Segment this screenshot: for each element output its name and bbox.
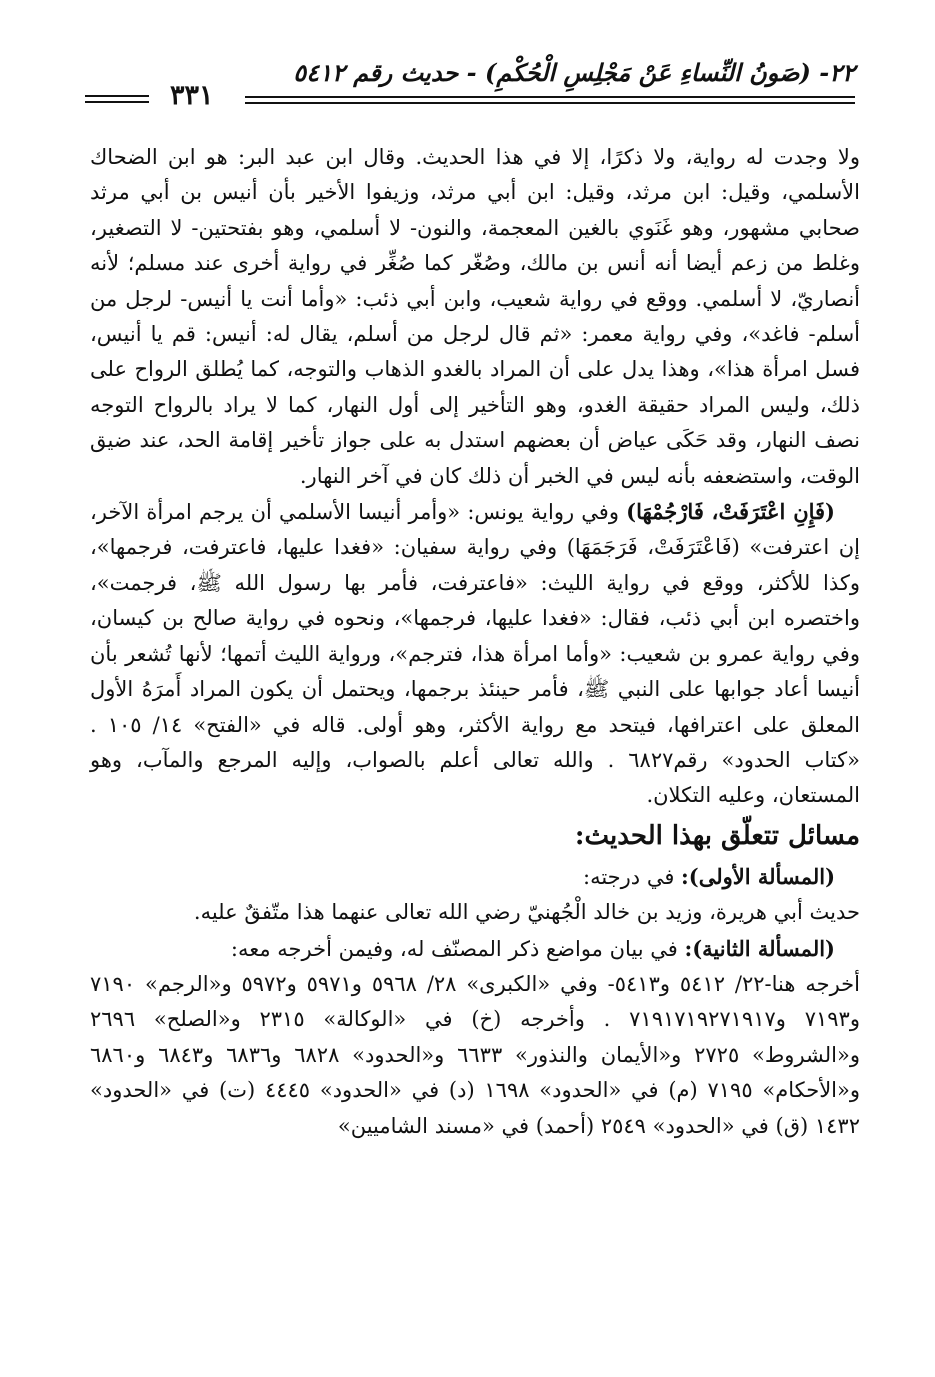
issue-1-body: حديث أبي هريرة، وزيد بن خالد الْجُهنيّ رضي الله تعالى عنهما هذا متّفقٌ عليه. xyxy=(193,900,860,925)
paragraph-2 xyxy=(90,494,860,814)
issue-2-text: في بيان مواضع ذكر المصنّف له، وفيمن أخرجه معه: xyxy=(230,936,685,961)
issue-1-label: (المسألة الأولى): xyxy=(681,863,835,889)
running-title: ٢٢- (صَونُ النِّساءِ عَنْ مَجْلِسِ الْحُكْمِ) - حديث رقم ٥٤١٢ xyxy=(293,58,855,87)
header-rule xyxy=(245,96,855,98)
issue-1 xyxy=(90,859,860,895)
page-body xyxy=(90,140,860,1340)
page-header xyxy=(85,58,855,118)
issue-2 xyxy=(90,931,860,967)
quoted-phrase: (فَإِنِ اعْتَرَفَتْ، فَارْجُمْهَا) xyxy=(626,499,835,525)
section-heading: مسائل تتعلّق بهذا الحديث: xyxy=(574,820,860,851)
page-number: ٣٣١ xyxy=(170,80,214,111)
issue-2-label: (المسألة الثانية): xyxy=(684,935,835,961)
header-rule-left xyxy=(85,95,149,97)
paragraph-1: ولا وجدت له رواية، ولا ذكرًا، إلا في هذا الحديث. وقال ابن عبد البر: هو ابن الضحاك الأسلمي، وقيل: ابن مرثد، وقيل: ابن أبي مرثد، وزيفوا الأخير بأن أنيس بن أبي مرثد صحابي مشهور، وهو غَنَوي بالغين المعجمة، والنون- لا أسلمي، وهو بفتحتين- لا التصغير، وغلط من زعم أيضا أنه أنس بن مالك، وصُغّر كما صُغِّر في رواية أخرى عند مسلم؛ لأنه أنصاريّ، لا أسلمي. ووقع في رواية شعيب، وابن أبي ذئب: «وأما أنت يا أنيس- لرجل من أسلم- فاغد»، وفي رواية معمر: «ثم قال لرجل من أسلم، يقال له: أنيس: قم يا أنيس، فسل امرأة هذا»، وهذا يدل على أن المراد بالغدو الذهاب والتوجه، كما يُطلق الرواح على ذلك، وليس المراد حقيقة الغدو، وهو التأخير إلى أول النهار، كما لا يراد بالرواح التوجه نصف النهار، وقد حَكَى عياض أن بعضهم استدل به على جواز تأخير إقامة الحد، عند ضيق الوقت، واستضعفه بأنه ليس في الخبر أن ذلك كان في آخر النهار. xyxy=(90,145,860,488)
issue-2-body: أخرجه هنا-٢٢/ ٥٤١٢ و٥٤١٣- وفي «الكبرى» ٢٨/ ٥٩٦٨ و٥٩٧١ و٥٩٧٢ و«الرجم» ٧١٩٠ و٧١٩٣ و٧١٩١٧١٩٢٧١٩١٧ . وأخرجه (خ) في «الوكالة» ٢٣١٥ و«الصلح» ٢٦٩٦ و«الشروط» ٢٧٢٥ و«الأيمان والنذور» ٦٦٣٣ و«الحدود» ٦٨٢٨ و٦٨٣٦ و٦٨٤٣ و٦٨٦٠ و«الأحكام» ٧١٩٥ (م) في «الحدود» ١٦٩٨ (د) في «الحدود» ٤٤٤٥ (ت) في «الحدود» ١٤٣٢ (ق) في «الحدود» ٢٥٤٩ (أحمد) في «مسند الشاميين» xyxy=(90,971,860,1138)
issue-1-text: في درجته: xyxy=(583,864,682,889)
paragraph-2-text: وفي رواية يونس: «وأمر أنيسا الأسلمي أن يرجم امرأة الآخر، إن اعترفت» (فَاعْتَرَفَتْ، فَرَجَمَهَا) وفي رواية سفيان: «فغدا عليها، فاعترفت، فرجمها»، وكذا للأكثر، ووقع في رواية الليث: «فاعترفت، فأمر بها رسول الله ﷺ، فرجمت»، واختصره ابن أبي ذئب، فقال: «فغدا عليها، فرجمها»، ونحوه في رواية صالح بن كيسان، وفي رواية عمرو بن شعيب: «وأما امرأة هذا، فترجم»، ورواية الليث أتمها؛ لأنها تُشعر بأن أنيسا أعاد جوابها على النبي ﷺ، فأمر حينئذ برجمها، ويحتمل أن يكون المراد أَمرَهُ الأول المعلق على اعترافها، فيتحد مع رواية الأكثر، وهو أولى. قاله في «الفتح» ١٤/ ١٠٥ . «كتاب الحدود» رقم٦٨٢٧ . والله تعالى أعلم بالصواب، وإليه المرجع والمآب، وهو المستعان، وعليه التكلان. xyxy=(90,500,860,808)
